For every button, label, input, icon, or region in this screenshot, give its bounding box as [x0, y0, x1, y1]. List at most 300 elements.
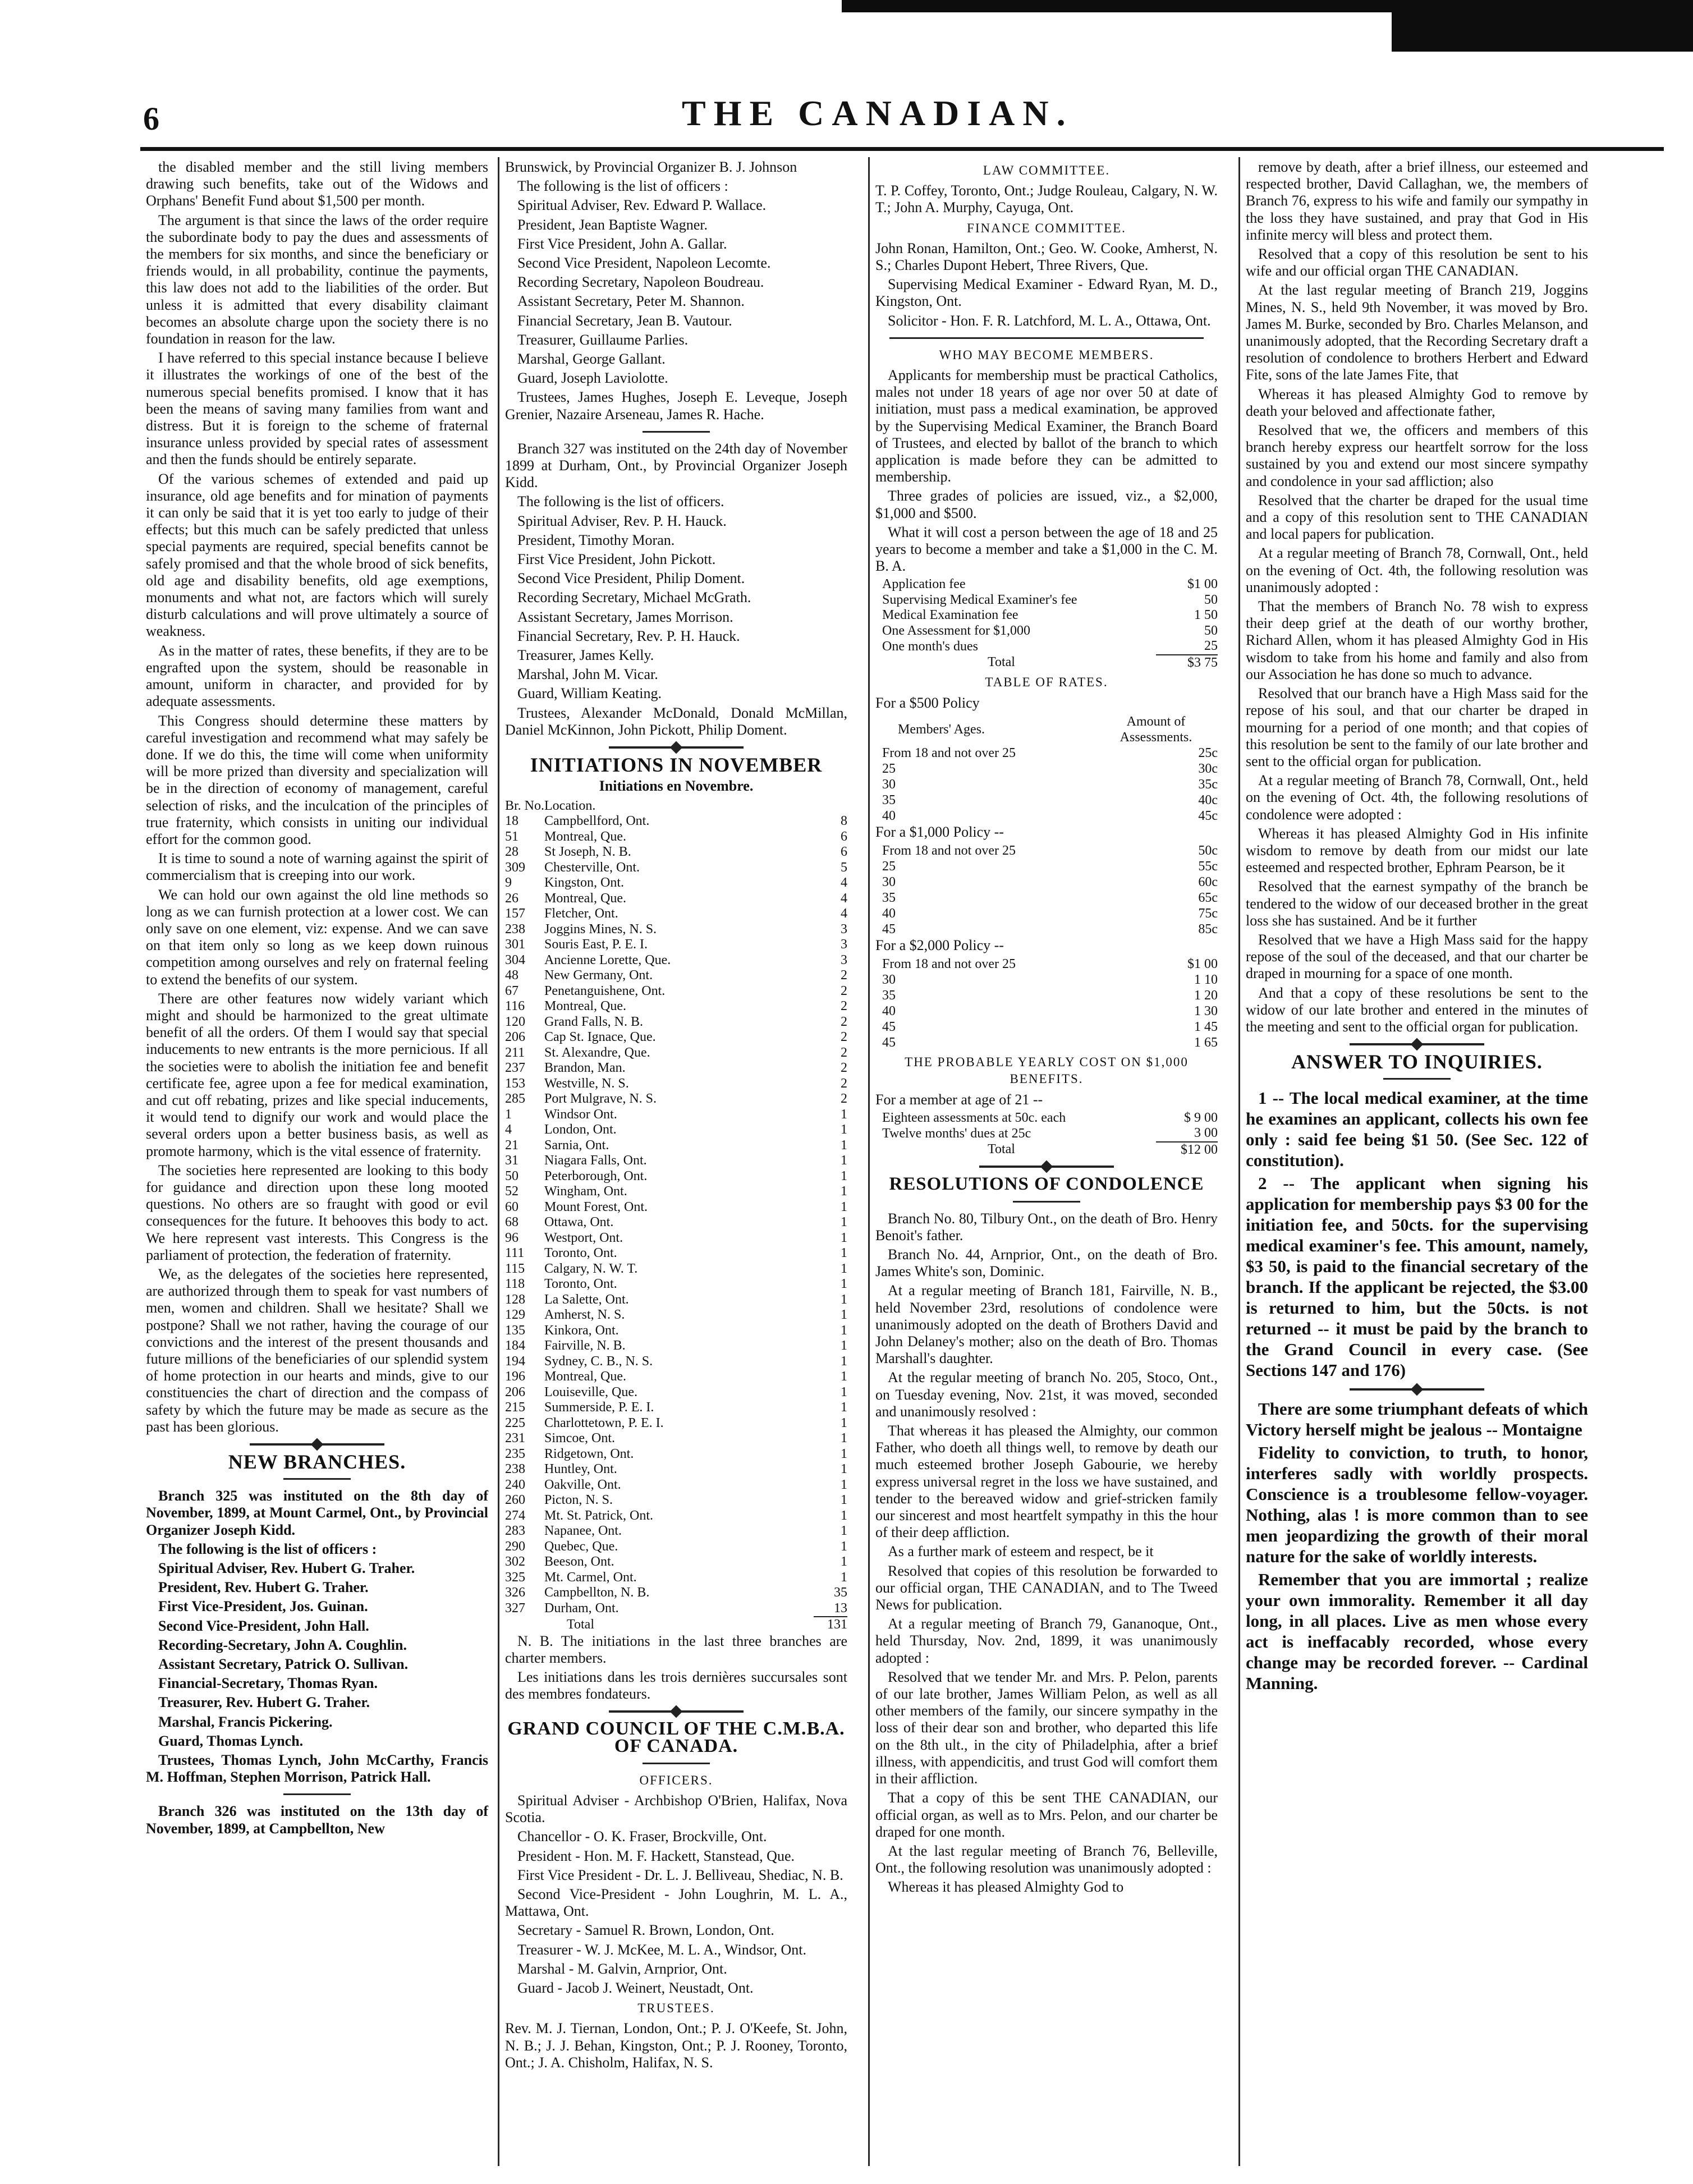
officer-line: Spiritual Adviser, Rev. Edward P. Wallace. [517, 197, 767, 214]
branch-number: 326 [505, 1585, 525, 1600]
rate-amount: 50c [1198, 843, 1218, 859]
initiation-count: 1 [841, 1215, 847, 1229]
rates-table-2000 [875, 956, 1218, 1050]
branch-location: Montreal, Que. [544, 999, 626, 1013]
officer-line: Guard - Jacob J. Weinert, Neustadt, Ont. [517, 1979, 754, 1996]
column-rule [868, 157, 870, 2166]
branch-location: Calgary, N. W. T. [544, 1261, 638, 1276]
branch-326-officers [505, 197, 847, 423]
officer-line: First Vice President - Dr. L. J. Belliveau, Shediac, N. B. [517, 1866, 843, 1883]
paragraph: At the last regular meeting of Branch 219, Joggins Mines, N. S., held 9th November, it was moved by Bro. James M. Burke, seconded by Bro. Charles Melanson, and unanimously adopted, that the Recording Secretary draft a resolution of condolence to brothers Herbert and Edward Fite, sons of the late James Fite, that [1246, 282, 1588, 383]
branch-location: Napanee, Ont. [544, 1524, 622, 1538]
branch-location: Huntley, Ont. [544, 1462, 617, 1476]
branch-number: 50 [505, 1168, 519, 1183]
paragraph: We, as the delegates of the societies here represented, are authorized through them to speak for vast numbers of men, women and children. Shall we hesitate? Shall we postpone? Shall we not rather, having the courage of our convictions and the interest of the present thousands and future millions of the beneficiaries of our splendid system of home protection in our hearts and minds, give to our constituencies the chart of direction and the compass of safety by which the future may be made as secure as the past has been glorious. [146, 1266, 488, 1435]
officer-line: Trustees, James Hughes, Joseph E. Leveque, Joseph Grenier, Nazaire Arseneau, James R. Hache. [505, 389, 847, 423]
column-rule [1238, 157, 1240, 2166]
table-row [505, 829, 847, 845]
branch-number: 52 [505, 1184, 519, 1199]
grand-council-title: GRAND COUNCIL OF THE C.M.B.A. OF CANADA. [507, 1718, 845, 1756]
table-row [875, 956, 1218, 972]
initiations-subtitle: Initiations en Novembre. [599, 778, 754, 795]
table-row [875, 1035, 1218, 1050]
officer-line: Trustees, Thomas Lynch, John McCarthy, Francis M. Hoffman, Stephen Morrison, Patrick Hall. [146, 1752, 488, 1786]
branch-location: Mt. Carmel, Ont. [544, 1570, 637, 1585]
table-row [875, 890, 1218, 906]
initiation-count: 1 [841, 1384, 847, 1400]
table-row [505, 1323, 847, 1339]
officer-line: Second Vice-President - John Loughrin, M. L. A., Mattawa, Ont. [505, 1885, 847, 1920]
rates-head: TABLE OF RATES. [985, 675, 1108, 690]
solicitor: Solicitor - Hon. F. R. Latchford, M. L. A., Ottawa, Ont. [888, 312, 1211, 329]
paragraph: Whereas it has pleased Almighty God to remove by death your beloved and affectionate father, [1246, 386, 1588, 419]
column-4 [1246, 159, 1588, 1696]
officers-intro: The following is the list of officers : [517, 178, 728, 195]
answer-paragraph: 1 -- The local medical examiner, at the time he examines an applicant, collects his own fee only : said fee being $1 50. (See Sec. 122 of constitution). [1246, 1088, 1588, 1171]
initiation-count: 1 [841, 1122, 847, 1137]
table-row [505, 1091, 847, 1107]
rate-amount: 35c [1198, 777, 1218, 792]
table-row [505, 1400, 847, 1416]
new-branches-title: NEW BRANCHES. [228, 1451, 406, 1474]
officer-line: Financial Secretary, Rev. P. H. Hauck. [517, 627, 740, 644]
table-row [505, 1478, 847, 1493]
table-row [505, 1015, 847, 1030]
branch-location: Mt. St. Patrick, Ont. [544, 1508, 654, 1523]
branch-location: Montreal, Que. [544, 891, 626, 906]
officer-line: Recording Secretary, Michael McGrath. [517, 589, 751, 606]
table-row [505, 1061, 847, 1076]
officer-line: Spiritual Adviser, Rev. Hubert G. Traher. [158, 1560, 415, 1577]
branch-location: Montreal, Que. [544, 829, 626, 844]
initiation-count: 1 [841, 1477, 847, 1492]
branch-number: 215 [505, 1400, 525, 1415]
branch-number: 237 [505, 1061, 525, 1075]
table-row [875, 843, 1218, 859]
table-row [875, 593, 1218, 608]
paragraph: And that a copy of these resolutions be sent to the widow of our late brother and entered in the minutes of the meeting and sent to the official organ for publication. [1246, 984, 1588, 1035]
short-rule [1383, 1078, 1451, 1080]
initiation-count: 1 [841, 1462, 847, 1476]
yearly-item: Twelve months' dues at 25c [882, 1126, 1031, 1141]
table-row [505, 1447, 847, 1462]
table-row [505, 814, 847, 829]
officer-line: Marshal, John M. Vicar. [517, 666, 658, 683]
short-rule [1013, 1201, 1080, 1203]
total-label: Total [567, 1617, 594, 1632]
finance-committee-head: FINANCE COMMITTEE. [967, 221, 1126, 235]
cost-total: $3 75 [1156, 655, 1218, 671]
condolence-paragraph: As a further mark of esteem and respect, be it [888, 1543, 1154, 1560]
ornament-rule [1350, 1388, 1484, 1391]
officer-line: Second Vice President, Napoleon Lecomte. [517, 255, 771, 272]
branch-326-intro: Branch 326 was instituted on the 13th day of November, 1899, at Campbellton, New [146, 1803, 488, 1837]
answer-paragraph: 2 -- The applicant when signing his application for membership pays $3 00 for the initiation fee, and 50cts. for the supervising medical examiner's fee. This amount, namely, $3 50, is paid to the financial secretary of the branch. If the applicant be rejected, the $3.00 is returned to him, but the 50cts. is not returned -- it must be paid by the branch to the Grand Council in every case. (See Sections 147 and 176) [1246, 1173, 1588, 1380]
initiation-count: 2 [841, 1091, 847, 1106]
branch-number: 225 [505, 1415, 525, 1430]
branch-location: Sydney, C. B., N. S. [544, 1353, 653, 1369]
table-row [505, 1385, 847, 1401]
branch-location: Durham, Ont. [544, 1601, 619, 1616]
branch-327-officers [505, 513, 847, 738]
branch-location: Brandon, Man. [544, 1061, 626, 1075]
table-row [505, 1431, 847, 1447]
paragraph: I have referred to this special instance because I believe it illustrates the workings of one of the best of the numerous special benefits promised. I know that it has been the means of saving many families from want and distress. But it is foreign to the scheme of fraternal insurance unless provided by special rates of assessment and then the funds should be entirely separate. [146, 350, 488, 468]
branch-location: Grand Falls, N. B. [544, 1014, 644, 1029]
officer-line: President, Jean Baptiste Wagner. [517, 216, 708, 233]
rate-age: 35 [882, 988, 896, 1003]
table-row [505, 845, 847, 860]
officer-line: Guard, William Keating. [517, 685, 662, 702]
branch-location: Beeson, Ont. [544, 1554, 614, 1569]
branch-number: 231 [505, 1431, 525, 1446]
yearly-head: THE PROBABLE YEARLY COST ON $1,000 BENEFITS. [905, 1055, 1189, 1086]
cost-amount: 25 [1204, 639, 1218, 654]
branch-location: Souris East, P. E. I. [544, 937, 648, 952]
initiation-count: 1 [841, 1199, 847, 1214]
condolence-paragraph: At the last regular meeting of Branch 76, Belleville, Ont., the following resolution was unanimously adopted : [875, 1842, 1218, 1876]
branch-number: 235 [505, 1446, 525, 1461]
initiation-count: 2 [841, 1061, 847, 1075]
initiation-count: 2 [841, 999, 847, 1013]
branch-number: 283 [505, 1524, 525, 1538]
table-row [505, 1045, 847, 1061]
table-row [505, 1277, 847, 1292]
quote-paragraph: Fidelity to conviction, to truth, to honor, interferes sadly with worldly prospects. Conscience is a troublesome fellow-voyager. Nothing, alas ! is more common than to see men jeopardizing the growth of their moral nature for the sake of worldly interests. [1246, 1443, 1588, 1567]
branch-location: New Germany, Ont. [544, 968, 653, 983]
initiation-count: 1 [841, 1246, 847, 1260]
branch-number: 194 [505, 1353, 525, 1369]
branch-location: Westville, N. S. [544, 1076, 629, 1091]
rate-amount: 1 65 [1194, 1035, 1218, 1050]
branch-number: 116 [505, 999, 525, 1013]
rates-table-1000 [875, 843, 1218, 937]
branch-location: Summerside, P. E. I. [544, 1400, 654, 1415]
column-1-paragraphs [146, 159, 488, 1435]
branch-number: 129 [505, 1307, 525, 1322]
table-row [505, 1354, 847, 1370]
table-row [505, 1292, 847, 1308]
branch-number: 31 [505, 1153, 519, 1168]
officer-line: Financial-Secretary, Thomas Ryan. [158, 1675, 378, 1692]
condolence-paragraph: Branch No. 80, Tilbury Ont., on the death of Bro. Henry Benoit's father. [875, 1210, 1218, 1244]
table-row [505, 875, 847, 891]
branch-number: 184 [505, 1338, 525, 1353]
table-row [875, 623, 1218, 639]
initiation-count: 1 [841, 1570, 847, 1585]
paragraph: remove by death, after a brief illness, our esteemed and respected brother, David Callaghan, we, the members of Branch 76, express to his wife and family our sympathy in the loss they have sustained, and pray that God in His infinite mercy will bless and protect them. [1246, 159, 1588, 243]
branch-number: 327 [505, 1601, 525, 1616]
condolence-paragraphs [875, 1210, 1218, 1896]
condolence-paragraph: Whereas it has pleased Almighty God to [888, 1879, 1124, 1896]
corner-bar [1392, 0, 1693, 52]
yearly-total-label: Total [988, 1142, 1015, 1157]
condolence-paragraph: At a regular meeting of Branch 79, Gananoque, Ont., held Thursday, Nov. 2nd, 1899, it was unanimously adopted : [875, 1616, 1218, 1666]
paragraph: Resolved that a copy of this resolution be sent to his wife and our official organ THE CANADIAN. [1246, 246, 1588, 279]
rate-amount: 30c [1198, 761, 1218, 776]
initiation-count: 2 [841, 968, 847, 983]
branch-location: Toronto, Ont. [544, 1246, 617, 1260]
initiation-count: 1 [841, 1307, 847, 1322]
branch-location: Wingham, Ont. [544, 1184, 627, 1199]
officer-line: Treasurer, Rev. Hubert G. Traher. [158, 1694, 370, 1711]
table-row [505, 922, 847, 938]
rate-amount: 55c [1198, 859, 1218, 874]
ornament-rule [250, 1443, 384, 1446]
officers-intro: The following is the list of officers. [517, 493, 724, 510]
column-1 [146, 159, 488, 1839]
answers [1246, 1088, 1588, 1380]
initiation-count: 4 [841, 906, 847, 921]
branch-number: 60 [505, 1199, 519, 1214]
table-row [505, 999, 847, 1015]
initiations-table [505, 799, 847, 1633]
table-row [505, 1246, 847, 1261]
masthead-title: THE CANADIAN. [682, 93, 1073, 133]
table-row [505, 1601, 847, 1617]
branch-number: 302 [505, 1554, 525, 1569]
initiation-count: 1 [841, 1292, 847, 1307]
branch-number: 153 [505, 1076, 525, 1091]
initiation-count: 1 [841, 1168, 847, 1183]
branch-number: 325 [505, 1570, 525, 1585]
table-row [505, 1231, 847, 1246]
branch-location: Toronto, Ont. [544, 1277, 617, 1291]
officer-line: Guard, Thomas Lynch. [158, 1732, 304, 1749]
branch-number: 260 [505, 1493, 525, 1507]
rate-age: 45 [882, 1035, 896, 1050]
initiation-count: 2 [841, 1030, 847, 1044]
branch-number: 48 [505, 968, 519, 983]
table-row [875, 1003, 1218, 1019]
table-row [505, 953, 847, 969]
ornament-rule [979, 1166, 1114, 1168]
condolence-paragraph: That whereas it has pleased the Almighty, our common Father, who doeth all things well, to remove by death our much esteemed brother Joseph Gabourie, we hereby express universal regret in the loss we have sustained, and tender to the bereaved widow and grief-stricken family our sincerest and most heartfelt sympathy in this the hour of their deep affliction. [875, 1423, 1218, 1541]
rates-2000-label: For a $2,000 Policy -- [875, 937, 1004, 954]
initiation-count: 6 [841, 829, 847, 844]
cost-item: One month's dues [882, 639, 978, 654]
branch-number: 115 [505, 1261, 525, 1276]
rate-age: 40 [882, 906, 896, 921]
rate-age: 30 [882, 875, 896, 890]
officer-line: Spiritual Adviser - Archbishop O'Brien, Halifax, Nova Scotia. [505, 1792, 847, 1826]
branch-location: Campbellton, N. B. [544, 1585, 650, 1600]
table-row [505, 1524, 847, 1539]
law-committee-head: LAW COMMITTEE. [983, 163, 1111, 177]
table-row [875, 972, 1218, 988]
cost-amount: $1 00 [1187, 577, 1218, 592]
condolence-title: RESOLUTIONS OF CONDOLENCE [889, 1174, 1204, 1195]
initiation-count: 1 [841, 1400, 847, 1415]
table-row [875, 906, 1218, 921]
table-row [505, 1369, 847, 1385]
branch-location: Ancienne Lorette, Que. [544, 952, 671, 967]
table-row [505, 1153, 847, 1169]
officer-line: Second Vice President, Philip Doment. [517, 570, 745, 587]
table-row [505, 1261, 847, 1277]
table-head-br: Br. No. [505, 798, 545, 813]
table-row [505, 1508, 847, 1524]
branch-number: 111 [505, 1246, 525, 1260]
branch-location: Oakville, Ont. [544, 1477, 621, 1492]
yearly-total: $12 00 [1156, 1142, 1218, 1158]
initiation-count: 5 [841, 860, 847, 875]
table-row [875, 761, 1218, 777]
paragraph: Resolved that our branch have a High Mass said for the repose of his soul, and that our charter be draped in mourning for a period of one month; and that copies of this resolution be sent to the family of our late brother and sent to the official organ for publication. [1246, 685, 1588, 769]
initiation-count: 35 [834, 1585, 847, 1600]
condolence-paragraph: At the regular meeting of branch No. 205, Stoco, Ont., on Tuesday evening, Nov. 21st, it was moved, seconded and unanimously resolved : [875, 1369, 1218, 1420]
paragraph: Resolved that the earnest sympathy of the branch be tendered to the widow of our deceased brother in the great loss she has sustained. And be it further [1246, 878, 1588, 929]
cost-item: Medical Examination fee [882, 608, 1018, 623]
branch-location: Fairville, N. B. [544, 1338, 626, 1353]
officer-line: Guard, Joseph Laviolotte. [517, 370, 668, 387]
initiations-rows [505, 814, 847, 1617]
branch-location: Fletcher, Ont. [544, 906, 618, 921]
branch-location: Simcoe, Ont. [544, 1431, 616, 1446]
initiation-count: 1 [841, 1230, 847, 1245]
branch-number: 67 [505, 983, 519, 998]
branch-location: Peterborough, Ont. [544, 1168, 648, 1183]
initiation-count: 1 [841, 1277, 847, 1291]
branch-number: 157 [505, 906, 525, 921]
paragraph: Resolved that we have a High Mass said for the happy repose of the soul of the deceased, and that our charter be draped in mourning for a space of one month. [1246, 931, 1588, 982]
rate-age: 45 [882, 922, 896, 937]
rate-amount: 1 10 [1194, 972, 1218, 988]
quote-paragraph: Remember that you are immortal ; realize your own immorality. Remember it all day long, in all places. Live as men whose every act is ineffacably recorded, whose every change may be recorded forever. -- Cardinal Manning. [1246, 1570, 1588, 1694]
officer-line: Spiritual Adviser, Rev. P. H. Hauck. [517, 512, 727, 529]
column-3 [875, 159, 1218, 1898]
initiation-count: 1 [841, 1524, 847, 1538]
paragraph: Resolved that we, the officers and members of this branch hereby express our heartfelt sorrow for the loss sustained by you and extend our most sincere sympathy and condolence in your sad affliction; also [1246, 422, 1588, 489]
table-row [505, 1076, 847, 1092]
branch-location: London, Ont. [544, 1122, 617, 1137]
paragraph: the disabled member and the still living members drawing such benefits, take out of the Widows and Orphans' Benefit Fund about $1,500 per month. [146, 159, 488, 209]
initiation-count: 1 [841, 1137, 847, 1153]
initiation-count: 1 [841, 1338, 847, 1353]
initiation-count: 1 [841, 1369, 847, 1384]
table-row [505, 1030, 847, 1045]
table-row [505, 1338, 847, 1354]
branch-number: 51 [505, 829, 519, 844]
officer-line: Marshal, George Gallant. [517, 351, 666, 368]
paragraph: This Congress should determine these matters by careful investigation and recommend what may safely be done. If we do this, the time will come when uniformity will be more prized than diversity and specialization will be in the direction of economy of management, careful selection of risks, and the inculcation of the principles of true fraternity, which consists in uniting our individual effort for the common good. [146, 712, 488, 847]
paragraph: Resolved that the charter be draped for the usual time and a copy of this resolution sent to THE CANADIAN and local papers for publication. [1246, 492, 1588, 543]
initiation-count: 13 [834, 1600, 847, 1616]
initiations-note-en: N. B. The initiations in the last three branches are charter members. [505, 1632, 847, 1666]
officer-line: Marshal - M. Galvin, Arnprior, Ont. [517, 1960, 727, 1977]
quote-paragraph: There are some triumphant defeats of which Victory herself might be jealous -- Montaigne [1246, 1399, 1588, 1440]
paragraph: It is time to sound a note of warning against the spirit of commercialism that is creeping into our work. [146, 850, 488, 884]
branch-number: 206 [505, 1384, 525, 1400]
short-rule [283, 1478, 351, 1480]
rate-amount: 1 30 [1194, 1004, 1218, 1019]
table-row [875, 1126, 1218, 1142]
branch-number: 21 [505, 1137, 519, 1153]
initiations-note-fr: Les initiations dans les trois dernières succursales sont des membres fondateurs. [505, 1668, 847, 1703]
branch-number: 4 [505, 1122, 512, 1137]
table-row [505, 1122, 847, 1138]
branch-location: Ridgetown, Ont. [544, 1446, 634, 1461]
branch-number: 120 [505, 1014, 525, 1029]
cost-amount: 50 [1204, 623, 1218, 638]
paragraph: Whereas it has pleased Almighty God in His infinite wisdom to remove by death from our midst our late esteemed and respected brother, Ephram Pearson, be it [1246, 825, 1588, 876]
rate-amount: 1 20 [1194, 988, 1218, 1003]
cost-table [875, 577, 1218, 671]
table-row [505, 1570, 847, 1586]
officer-line: Recording Secretary, Napoleon Boudreau. [517, 274, 764, 291]
rate-amount: $1 00 [1187, 957, 1218, 972]
condolence-paragraph: Resolved that we tender Mr. and Mrs. P. Pelon, parents of our late brother, James William Pelon, as well as all other members of the family, our sincere sympathy in the loss of their dear son and brother, who departed this life on the 8th ult., in the city of Philadelphia, after a brief illness, with appendicitis, and trust God will comfort them in their affliction. [875, 1668, 1218, 1787]
table-row [505, 1138, 847, 1154]
cost-item: Application fee [882, 577, 966, 592]
branch-number: 240 [505, 1477, 525, 1492]
long-rule [889, 337, 1204, 339]
table-row [875, 988, 1218, 1003]
condolence-paragraph: Branch No. 44, Arnprior, Ont., on the death of Bro. James White's son, Dominic. [875, 1246, 1218, 1280]
initiation-count: 1 [841, 1184, 847, 1199]
column-2 [505, 159, 847, 2073]
table-row [505, 984, 847, 999]
rates-1000-label: For a $1,000 Policy -- [875, 823, 1004, 840]
condolence-paragraph: That a copy of this be sent THE CANADIAN, our official organ, as well as to Mrs. Pelon, and our charter be draped for one month. [875, 1790, 1218, 1840]
yearly-amount: 3 00 [1194, 1126, 1218, 1141]
initiation-count: 3 [841, 921, 847, 937]
branch-location: Ottawa, Ont. [544, 1215, 614, 1229]
officer-line: Treasurer - W. J. McKee, M. L. A., Windsor, Ont. [517, 1941, 806, 1958]
paragraph: That the members of Branch No. 78 wish to express their deep grief at the death of our worthy brother, Richard Allen, whom it has pleased Almighty God in His wisdom to take from his home and family and also from our Association he has done so much to advance. [1246, 598, 1588, 682]
branch-location: Sarnia, Ont. [544, 1137, 609, 1153]
officer-line: First Vice President, John A. Gallar. [517, 235, 727, 252]
table-row [505, 1554, 847, 1570]
cost-amount: 50 [1204, 592, 1218, 607]
officer-line: First Vice President, John Pickott. [517, 551, 716, 568]
initiation-count: 1 [841, 1446, 847, 1461]
branch-location: Montreal, Que. [544, 1369, 626, 1384]
condolence-paragraph: Resolved that copies of this resolution be forwarded to our official organ, THE CANADIAN, and to The Tweed News for publication. [875, 1562, 1218, 1613]
table-row [505, 1585, 847, 1601]
rates-table-500 [875, 714, 1218, 824]
branch-number: 285 [505, 1091, 525, 1106]
grades-text: Three grades of policies are issued, viz., a $2,000, $1,000 and $500. [875, 488, 1218, 521]
branch-number: 206 [505, 1030, 525, 1044]
branch-location: Amherst, N. S. [544, 1307, 625, 1322]
rate-amount: 60c [1198, 875, 1218, 890]
table-row [875, 1019, 1218, 1035]
rate-age: From 18 and not over 25 [882, 745, 1016, 760]
paragraph: As in the matter of rates, these benefits, if they are to be engrafted upon the system, should be reasonable in amount, uniform in character, and provided for by adequate assessments. [146, 642, 488, 710]
branch-location: St. Alexandre, Que. [544, 1045, 650, 1060]
table-row [505, 1184, 847, 1200]
branch-326-cont: Brunswick, by Provincial Organizer B. J. Johnson [505, 159, 797, 175]
trustees-head: TRUSTEES. [637, 2001, 715, 2016]
rate-amount: 85c [1198, 922, 1218, 937]
paragraph: There are other features now widely variant which might and should be harmonized to the great ultimate benefit of all the orders. Of them I would say that special inducements to new entrants is the more pernicious. If all the societies were to abolish the initiation fee and benefit certificate fee, agree upon a fee for medical examination, and cut off rebating, prizes and like special inducements, it would tend to dignify our work and would place the several orders upon a better business basis, as well as promote harmony, which is the vital essence of fraternity. [146, 990, 488, 1159]
table-row [505, 1169, 847, 1185]
initiation-count: 1 [841, 1323, 847, 1338]
rate-amount: 75c [1198, 906, 1218, 921]
rate-age: From 18 and not over 25 [882, 843, 1016, 859]
condolence-paragraph: At a regular meeting of Branch 181, Fairville, N. B., held November 23rd, resolutions of condolence were unanimously adopted on the death of Brothers David and John Delaney's mother; also on the death of Bro. Thomas Marshall's daughter. [875, 1282, 1218, 1367]
branch-location: Windsor Ont. [544, 1107, 617, 1122]
top-edge-bar [842, 0, 1403, 12]
initiation-count: 1 [841, 1554, 847, 1569]
officer-line: Treasurer, James Kelly. [517, 647, 654, 664]
yearly-label: For a member at age of 21 -- [875, 1091, 1043, 1108]
branch-number: 68 [505, 1215, 519, 1229]
who-may-head: WHO MAY BECOME MEMBERS. [939, 347, 1154, 362]
ornament-rule [609, 746, 744, 749]
table-row [875, 808, 1218, 824]
